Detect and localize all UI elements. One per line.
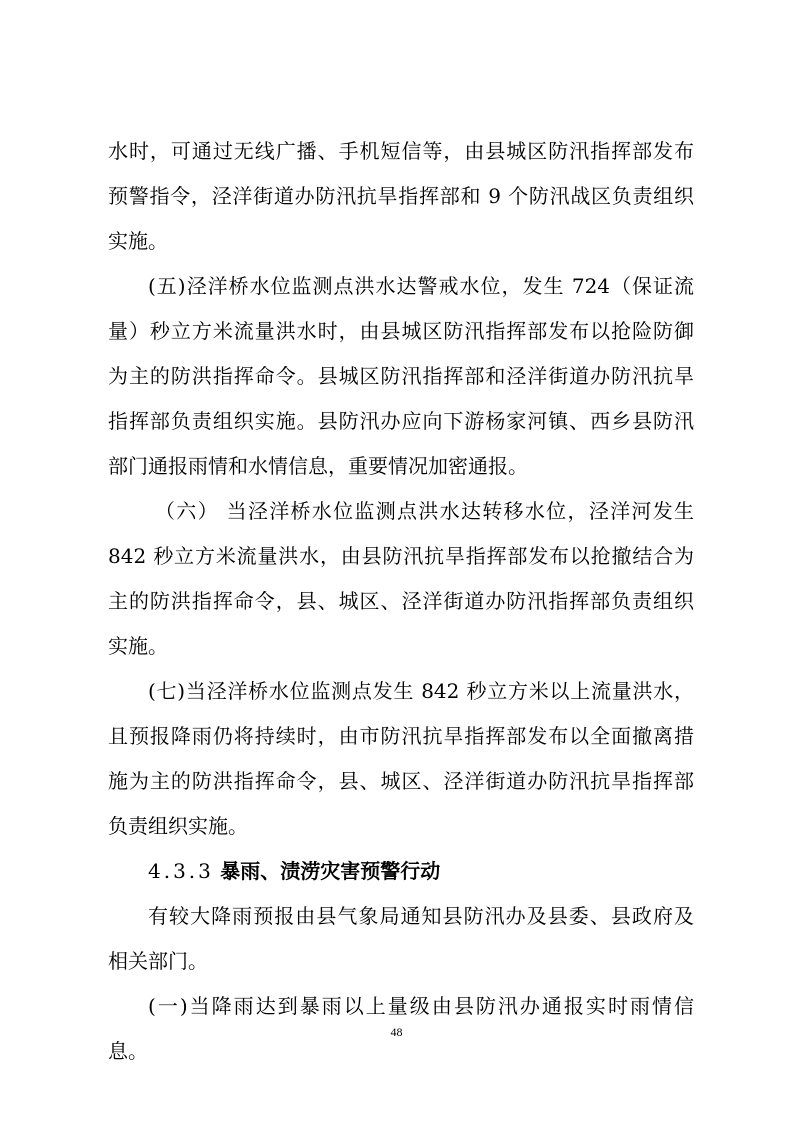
body-text-line: 负责组织实施。 — [108, 814, 248, 838]
body-text-line: 且预报降雨仍将持续时，由市防汛抗旱指挥部发布以全面撤离措 — [108, 724, 694, 748]
section-heading-title: 暴雨、渍涝灾害预警行动 — [220, 859, 441, 883]
body-text-line: 部门通报雨情和水情信息，重要情况加密通报。 — [108, 454, 528, 478]
body-text-line: 相关部门。 — [108, 949, 208, 973]
body-text-line: 实施。 — [108, 229, 168, 253]
section-heading — [148, 851, 694, 891]
body-text-line: 指挥部负责组织实施。县防汛办应向下游杨家河镇、西乡县防汛 — [108, 409, 694, 433]
body-text-line: 为主的防洪指挥命令。县城区防汛指挥部和泾洋街道办防汛抗旱 — [108, 364, 694, 388]
body-text-line: (五)泾洋桥水位监测点洪水达警戒水位，发生 724（保证流 — [148, 274, 694, 298]
body-text-line: 有较大降雨预报由县气象局通知县防汛办及县委、县政府及 — [148, 904, 694, 928]
section-heading-number: 4.3.3 — [148, 859, 214, 883]
body-text-line: 施为主的防洪指挥命令，县、城区、泾洋街道办防汛抗旱指挥部 — [108, 769, 694, 793]
body-text-line: 预警指令，泾洋街道办防汛抗旱指挥部和 9 个防汛战区负责组织 — [108, 184, 694, 208]
body-text-line: 实施。 — [108, 634, 168, 658]
body-text-line: 主的防洪指挥命令，县、城区、泾洋街道办防汛指挥部负责组织 — [108, 589, 694, 613]
body-text-line: 息。 — [108, 1039, 148, 1063]
body-text-line: (七)当泾洋桥水位监测点发生 842 秒立方米以上流量洪水， — [148, 679, 694, 703]
body-text-line: 量）秒立方米流量洪水时，由县城区防汛指挥部发布以抢险防御 — [108, 319, 694, 343]
body-text-line: 水时，可通过无线广播、手机短信等，由县城区防汛指挥部发布 — [108, 139, 694, 163]
body-text-line: 842 秒立方米流量洪水，由县防汛抗旱指挥部发布以抢撤结合为 — [108, 544, 694, 568]
page-number: 48 — [390, 1025, 403, 1039]
body-text-line: (一)当降雨达到暴雨以上量级由县防汛办通报实时雨情信 — [148, 994, 694, 1018]
body-text-line: （六） 当泾洋桥水位监测点洪水达转移水位，泾洋河发生 — [155, 499, 694, 523]
